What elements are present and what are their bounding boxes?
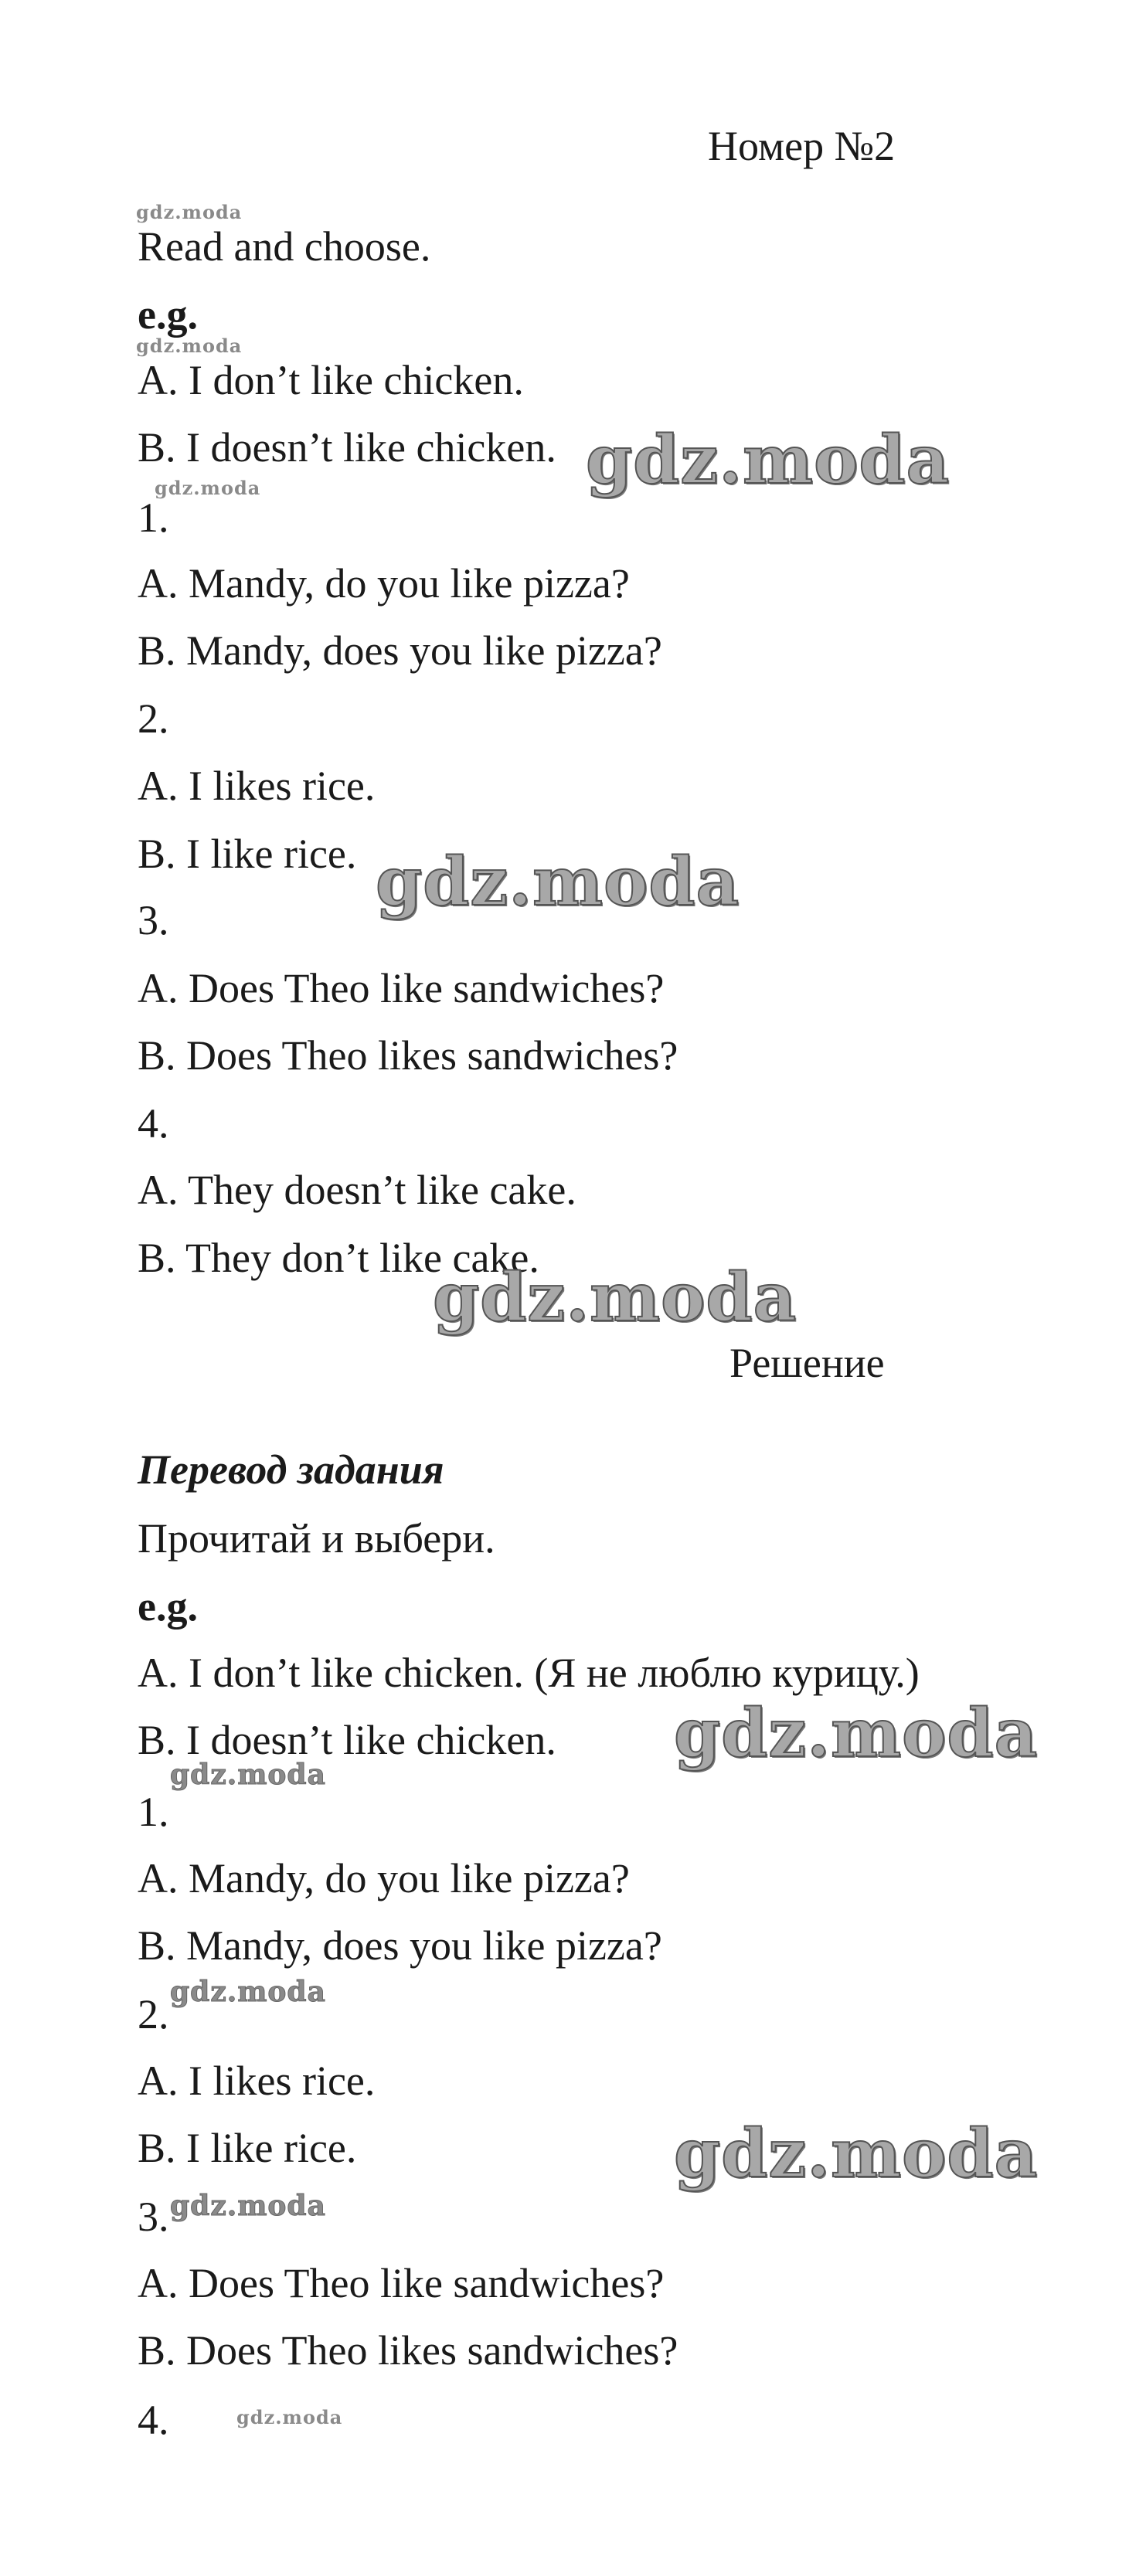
solution-heading: Решение bbox=[729, 1340, 885, 1386]
example-option-a: A. I don’t like chicken. bbox=[138, 357, 524, 403]
translation-instruction: Прочитай и выбери. bbox=[138, 1515, 495, 1562]
solution-example-option-a: A. I don’t like chicken. (Я не люблю курицу.) bbox=[138, 1650, 920, 1696]
item-number: 2. bbox=[138, 695, 169, 742]
watermark-text: gdz.moda bbox=[155, 477, 261, 499]
solution-item-option-a: A. Does Theo like sandwiches? bbox=[138, 2260, 665, 2306]
watermark-text: gdz.moda bbox=[236, 2406, 343, 2428]
solution-item-option-a: A. I likes rice. bbox=[138, 2058, 376, 2104]
solution-item-number: 2. bbox=[138, 1991, 169, 2037]
item-number: 1. bbox=[138, 494, 169, 541]
item-option-b: B. They don’t like cake. bbox=[138, 1235, 539, 1281]
solution-item-option-b: B. Mandy, does you like pizza? bbox=[138, 1922, 662, 1969]
solution-example-option-b: B. I doesn’t like chicken. bbox=[138, 1717, 556, 1763]
item-option-a: A. Does Theo like sandwiches? bbox=[138, 965, 665, 1011]
item-number: 4. bbox=[138, 1100, 169, 1147]
solution-example-label: e.g. bbox=[138, 1583, 198, 1630]
watermark-text: gdz.moda bbox=[170, 2190, 326, 2222]
item-option-a: A. I likes rice. bbox=[138, 763, 376, 809]
example-option-b: B. I doesn’t like chicken. bbox=[138, 424, 556, 471]
watermark-text: gdz.moda bbox=[376, 843, 740, 921]
solution-item-number: 3. bbox=[138, 2194, 169, 2240]
solution-item-number: 1. bbox=[138, 1789, 169, 1835]
watermark-text: gdz.moda bbox=[586, 421, 950, 499]
translation-heading: Перевод задания bbox=[138, 1446, 444, 1493]
solution-item-option-b: B. I like rice. bbox=[138, 2125, 357, 2171]
watermark-text: gdz.moda bbox=[674, 1694, 1039, 1772]
example-label: e.g. bbox=[138, 291, 198, 338]
item-option-a: A. They doesn’t like cake. bbox=[138, 1167, 576, 1213]
watermark-text: gdz.moda bbox=[170, 1759, 326, 1791]
watermark-text: gdz.moda bbox=[170, 1976, 326, 2008]
solution-item-option-b: B. Does Theo likes sandwiches? bbox=[138, 2327, 678, 2374]
item-number: 3. bbox=[138, 897, 169, 943]
solution-item-option-a: A. Mandy, do you like pizza? bbox=[138, 1855, 630, 1901]
task-number-title: Номер №2 bbox=[708, 123, 896, 169]
item-option-b: B. Mandy, does you like pizza? bbox=[138, 627, 662, 674]
watermark-text: gdz.moda bbox=[136, 335, 243, 357]
solution-item-number: 4. bbox=[138, 2397, 169, 2443]
item-option-b: B. I like rice. bbox=[138, 831, 357, 877]
item-option-a: A. Mandy, do you like pizza? bbox=[138, 560, 630, 607]
task-instruction: Read and choose. bbox=[138, 223, 431, 270]
watermark-text: gdz.moda bbox=[433, 1259, 797, 1337]
item-option-b: B. Does Theo likes sandwiches? bbox=[138, 1032, 678, 1079]
watermark-text: gdz.moda bbox=[136, 201, 243, 223]
watermark-text: gdz.moda bbox=[674, 2115, 1039, 2193]
